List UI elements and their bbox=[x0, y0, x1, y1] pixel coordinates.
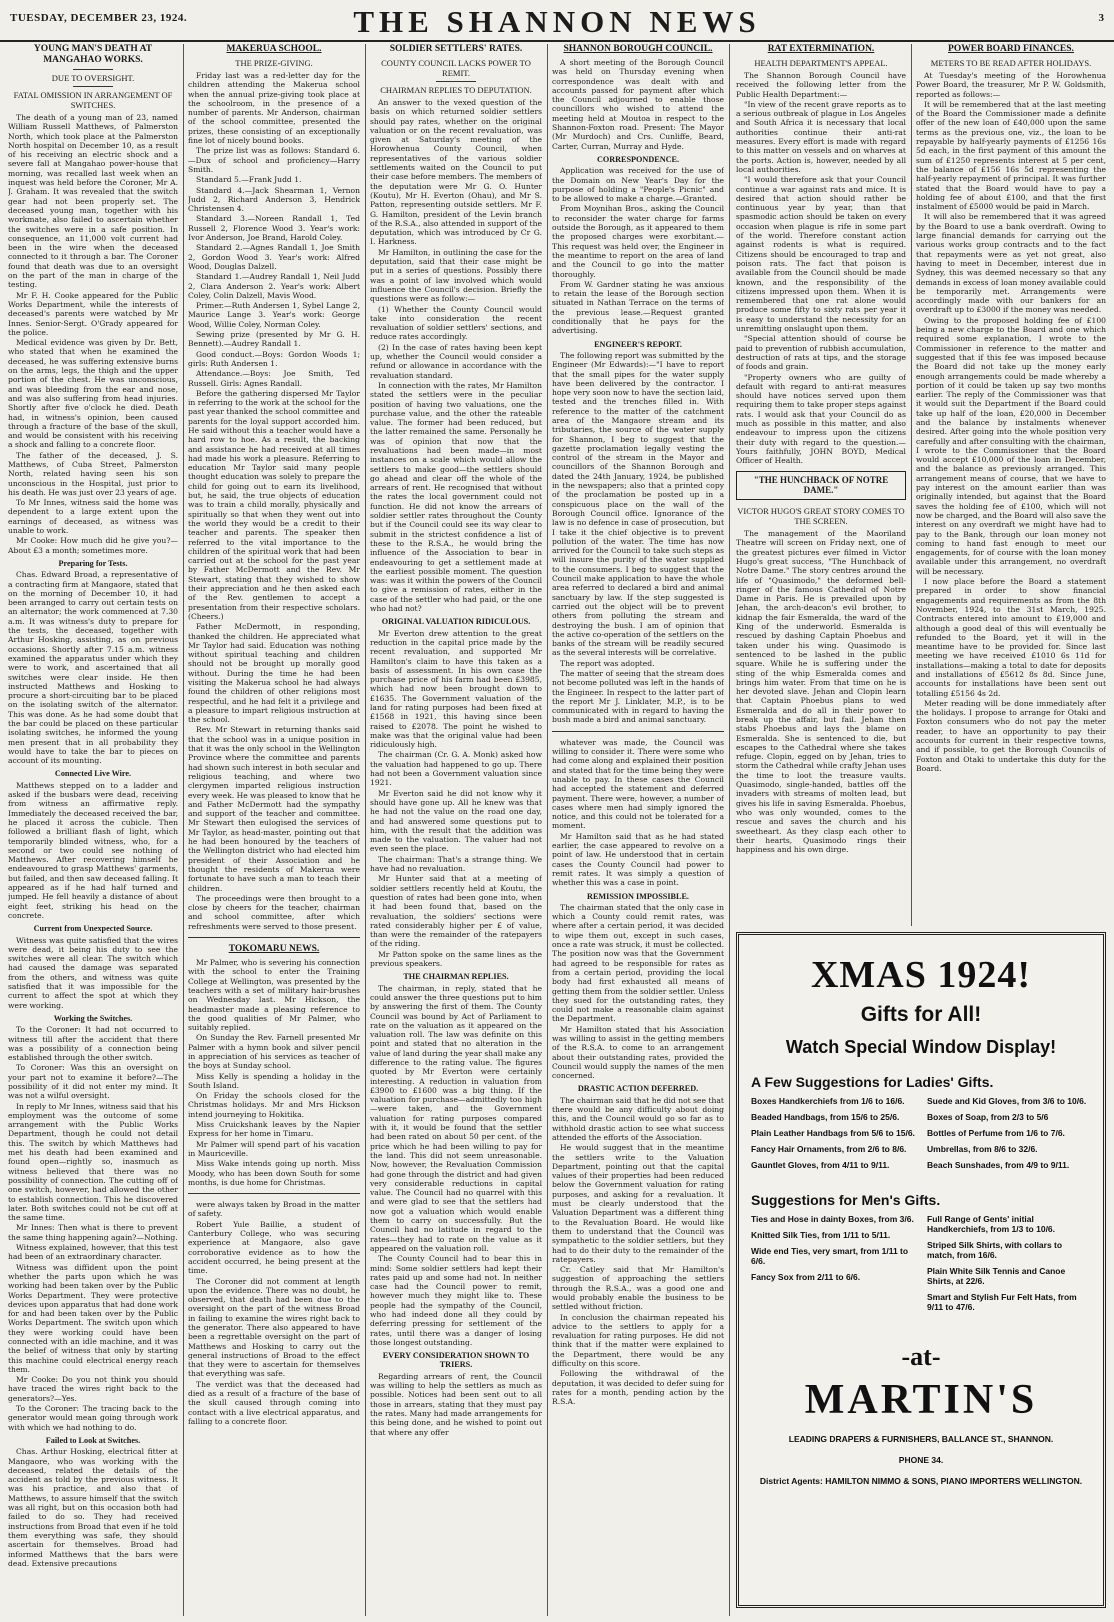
paragraph: The chairman, in reply, stated that he could answer the three questions put to him by answering the first of them. The County Council was bound by Act of Parliament to rate on the valuation as it appeared on the valuation roll. The law was definite on this point and stated that no alteration in the value of land during the year shall make any difference to the rating value. The figures quoted by Mr Everton were certainly interesting. A reduction in valuation from £3900 to £1600 was a big thing. If the valuation for purchase—admittedly too high—were taken, and the Government valuation for rating purposes compared with it, it would be found that the settler had been rated on about 50 per cent. of the price which he had been willing to pay for the land. This did not seem unreasonable. Now, however, the Revaluation Commission had gone through the district and had given very considerable reductions in capital value. The Council had no quarrel with this and were glad to see that the settlers had now got a valuation which would enable them to carry on successfully. But the Council had no latitude in regard to the rates—they had to rate on the value as it appeared on the valuation roll. bbox=[370, 983, 542, 1253]
paragraph: The Shannon Borough Council have received the following letter from the Public Health Department:— bbox=[736, 71, 906, 99]
paragraph: The proceedings were then brought to a close by cheers for the teacher, chairman and school committee, after which refreshments were served to those present. bbox=[188, 893, 360, 931]
column-2 bbox=[188, 44, 360, 1616]
paragraph: Mr Hamilton said that as he had stated earlier, the case appeared to revolve on a point of law. He understood that in certain cases the County Council had power to remit rates. It was simply a question of whether this was a case in point. bbox=[552, 831, 724, 888]
ad-item: Fancy Sox from 2/11 to 6/6. bbox=[751, 1272, 861, 1282]
ad-item: Plain White Silk Tennis and Canoe Shirts, at 22/6. bbox=[927, 1266, 1066, 1286]
paragraph: "Special attention should of course be paid to prevention of rubbish accumulation, destruction of rats at tips, and the storage of foods and grain. bbox=[736, 334, 906, 372]
column-rule bbox=[911, 44, 912, 926]
deck-chairman-replies: CHAIRMAN REPLIES TO DEPUTATION. bbox=[380, 85, 532, 95]
paragraph: Attendance.—Boys: Joe Smith, Ted Russell. Girls: Agnes Randall. bbox=[188, 369, 360, 388]
hunchback-headline-box: "THE HUNCHBACK OF NOTRE DAME." bbox=[736, 471, 906, 500]
column-rule bbox=[365, 44, 366, 1616]
paragraph: To Coroner: Was this an oversight on your part not to examine it before?—The possibility of it did not enter my mind. It was not a wilful oversight. bbox=[8, 1063, 178, 1101]
newspaper-title: THE SHANNON NEWS bbox=[353, 4, 761, 39]
paragraph: It will also be remembered that it was agreed by the Board to use a bank overdraft. Owing to large financial demands for carrying out the various works group contracts and to the fact that repayments were as yet not great, also having to meet in December, interest due in Sydney, this was deemed necessary so that any demands in excess of loan money available could be temporarily met. Arrangements were accordingly made with our bankers for an overdraft up to £3000 if the money was needed. bbox=[916, 212, 1106, 315]
paragraph: To the Coroner: It had not occurred to witness till after the accident that there was a possibility of a connection being established through the other switch. bbox=[8, 1025, 178, 1063]
paragraph: Mr Everton said he did not know why it should have gone up. All he knew was that he had not the value on the road one day, and had answered some questions put to him, with the result that the addition was made to the valuation. The valuer had not even seen the place. bbox=[370, 788, 542, 854]
paragraph: Sewing prize (presented by Mr G. H. Bennett).—Audrey Randall 1. bbox=[188, 330, 360, 349]
ad-item: Boxes of Soap, from 2/3 to 5/6 bbox=[927, 1112, 1049, 1122]
subhead-correspondence: CORRESPONDENCE. bbox=[596, 154, 680, 164]
ad-footer-line: LEADING DRAPERS & FURNISHERS, BALLANCE ST., SHANNON. bbox=[788, 1434, 1054, 1444]
martins-xmas-advertisement bbox=[736, 932, 1106, 1608]
divider bbox=[188, 937, 360, 938]
paragraph: Mr Everton drew attention to the great reduction in the capital price made by the recent revaluation, and supported Mr Hamilton's claim to have this taken as a basis of assessment. In his own case the purchase price of his farm had been £3985, which had now been brought down to £1635. The Government valuation of the land for rating purposes had been fixed at £1568 in 1921, this having since been raised to £2078. The point he wished to make was that the original value had been ridiculously high. bbox=[370, 628, 542, 750]
paragraph: Mr Hamilton stated that his Association was willing to assist in the getting members of the R.S.A. to come to an arrangement about their outstanding rates, provided the Council would supply the names of the men concerned. bbox=[552, 1024, 724, 1081]
column-5 bbox=[736, 44, 906, 926]
paragraph: Mr Palmer will spend part of his vacation in Mauriceville. bbox=[188, 1139, 360, 1158]
paragraph: were always taken by Broad in the matter of safety. bbox=[188, 1200, 360, 1219]
ad-item: Fancy Hair Ornaments, from 2/6 to 8/6. bbox=[751, 1144, 907, 1154]
ad-ladies-left bbox=[751, 1096, 915, 1176]
subhead-connected-live-wire: Connected Live Wire. bbox=[54, 769, 132, 779]
paragraph: Medical evidence was given by Dr. Bett, who stated that when he examined the deceased, he was suffering extensive burns on the arms, legs, the thigh and the upper portion of the chest. He was unconscious, and was bleeding from the ear and nose, and was also suffering from head injuries. Shortly after five o'clock he died. Death had, in witness's opinion, been caused through a fracture of the base of the skull, and would be consistent with his receiving a shock and falling to a concrete floor. bbox=[8, 338, 178, 450]
page-number: 3 bbox=[1098, 12, 1104, 24]
ad-item: Suede and Kid Gloves, from 3/6 to 10/6. bbox=[927, 1096, 1087, 1106]
paragraph: whatever was made, the Council was willing to consider it. There were some who had come along and explained their position and stated that for the time being they were unable to pay. In these cases the Council had accepted the statement and deferred payment. There were, however, a number of cases where men had simply ignored the notice, and this could not be tolerated for a moment. bbox=[552, 737, 724, 831]
paragraph: Miss Cruickshank leaves by the Napier Express for her home in Timaru. bbox=[188, 1120, 360, 1139]
headline-young-mans-death: YOUNG MAN'S DEATH AT MANGAHAO WORKS. bbox=[33, 44, 153, 65]
ad-item: Boxes Handkerchiefs from 1/6 to 16/6. bbox=[751, 1096, 905, 1106]
paragraph: (1) Whether the County Council would take into consideration the recent revaluation of soldier settlers' sections, and reduce rates accordingly. bbox=[370, 304, 542, 342]
paragraph: Mr Cooke: Do you not think you should have traced the wires right back to the generators?—Yes. bbox=[8, 1375, 178, 1403]
headline-shannon-borough-council: SHANNON BOROUGH COUNCIL. bbox=[563, 44, 713, 54]
paragraph: Miss Kelly is spending a holiday in the South Island. bbox=[188, 1071, 360, 1090]
ad-title: XMAS 1924! bbox=[810, 954, 1032, 996]
ad-mens-left bbox=[751, 1214, 915, 1318]
paragraph: The report was adopted. bbox=[560, 658, 655, 668]
ad-item: Smart and Stylish Fur Felt Hats, from 9/11 to 47/6. bbox=[927, 1292, 1077, 1312]
column-rule bbox=[183, 44, 184, 1616]
ad-ladies-right bbox=[927, 1096, 1091, 1176]
ad-at: -at- bbox=[901, 1342, 941, 1371]
headline-makerua-school: MAKERUA SCHOOL. bbox=[226, 44, 322, 54]
headline-power-board-finances: POWER BOARD FINANCES. bbox=[948, 44, 1074, 54]
masthead bbox=[0, 0, 1114, 42]
paragraph: Witness explained, however, that this test had been of an extraordinary character. bbox=[8, 1243, 178, 1262]
paragraph: Miss Wake intends going up north. Miss Moody, who has been down South for some months, is due home for Christmas. bbox=[188, 1159, 360, 1187]
paragraph: The prize list was as follows: Standard 6.—Dux of school and proficiency—Harry Smith. bbox=[188, 146, 360, 174]
paragraph: Matthews stepped on to a ladder and asked if the busbars were dead, receiving from witness an affirmative reply. Immediately the deceased received the bar, he placed it across the cubicle. Then followed a brilliant flash of light, which temporarily blinded witness, who, for a second or two could see nothing of Matthews. After recovering himself he endeavoured to grasp Matthews' garments, but failed, and then saw deceased falling. It appeared as if he had half turned and jumped. He fell heavily a distance of about eight feet, striking his head on the concrete. bbox=[8, 780, 178, 920]
paragraph: Standard 1.—Audrey Randall 1, Neil Judd 2, Clara Anderson 2. Year's work: Albert Coley, Colin Dalzell, Mavis Wood. bbox=[188, 272, 360, 300]
ad-ladies-grid bbox=[739, 1096, 1103, 1176]
deck-due-to-oversight: DUE TO OVERSIGHT. bbox=[51, 73, 135, 83]
column-3 bbox=[370, 44, 542, 1616]
paragraph: The chairman: That's a strange thing. We have had no revaluation. bbox=[370, 854, 542, 874]
paragraph: Following the withdrawal of the deputation, it was decided to defer suing for rates for a month, pending action by the R.S.A. bbox=[552, 1369, 724, 1407]
column-4 bbox=[552, 44, 724, 1616]
ad-item: Bottles of Perfume from 1/6 to 7/6. bbox=[927, 1128, 1065, 1138]
paragraph: Primer.—Ruth Andersen 1, Sybel Lange 2, Maurice Lange 3. Year's work: George Wood, Willie Coley, Norman Coley. bbox=[188, 301, 360, 329]
divider bbox=[73, 69, 113, 70]
paragraph: Standard 3.—Noreen Randall 1, Ted Russell 2, Florence Wood 3. Year's work: Ivor Anderson, Joe Brand, Harold Coley. bbox=[188, 214, 360, 243]
ad-item: Striped Silk Shirts, with collars to match, from 16/6. bbox=[927, 1240, 1063, 1260]
deck-lacks-power: COUNTY COUNCIL LACKS POWER TO REMIT. bbox=[381, 58, 531, 78]
headline-soldier-settlers-rates: SOLDIER SETTLERS' RATES. bbox=[389, 44, 523, 54]
paragraph: In conclusion the chairman repeated his advice to the settlers to apply for a revaluation for rating purposes. He did not think that if the matter were explained to the Department, there would be any difficulty on this score. bbox=[552, 1312, 724, 1369]
column-1 bbox=[8, 44, 178, 1616]
ad-ladies-heading: A Few Suggestions for Ladies' Gifts. bbox=[751, 1074, 994, 1090]
paragraph: A short meeting of the Borough Council was held on Thursday evening when correspondence was dealt with and accounts passed for payment after which the Council adjourned to enable those councillors who wished to attend the meeting held at Moutoa in respect to the Shannon-Foxton road. Present: The Mayor (Mr Murdoch) and Crs. Cunliffe, Beard, Carter, Curran, Murray and Hyde. bbox=[552, 58, 724, 151]
ad-item: Wide end Ties, very smart, from 1/11 to 6/6. bbox=[751, 1246, 909, 1266]
ad-item: Ties and Hose in dainty Boxes, from 3/6. bbox=[751, 1214, 914, 1224]
paragraph: The chairman (Cr. G. A. Monk) asked how the valuation had happened to go up. There had not been a Government valuation since 1921. bbox=[370, 750, 542, 788]
paragraph: The County Council had to bear this in mind: Some soldier settlers had kept their rates paid up and some had not. In neither case had the Council power to remit, however much they might like to. These people had the sympathy of the Council, who had indeed done all they could by deferring pressing for settlement of the rates, until there was a danger of losing those longest outstanding. bbox=[370, 1254, 542, 1347]
paragraph: Mr Patton spoke on the same lines as the previous speakers. bbox=[370, 949, 542, 969]
ad-item: Knitted Silk Ties, from 1/11 to 5/11. bbox=[751, 1230, 891, 1240]
paragraph: The management of the Maoriland Theatre will screen on Friday next, one of the greatest pictures ever filmed in Victor Hugo's great success, "The Hunchback of Notre Dame." The story centres around the life of "Quasimodo," the deformed bell-ringer of the famous Cathedral of Notre Dame in Paris. He is prevailed upon by Jehan, the arch-deacon's evil brother, to kidnap the fair Esmeralda, the ward of the King of the underworld. Esmeralda is rescued by dashing Captain Phoebus and taken under his wing. Quasimodo is sentenced to be lashed in the public square. While he is suffering under the sting of the whip Esmeralda comes and brings him water. From that time on he is her devoted slave. Jehan and Clopin learn that Captain Phoebus plans to wed Esmeralda and do all in their power to break up the affair, but fail. Jehan then stabs Phoebus and lays the blame on Esmeralda. She is sentenced to die, but escapes to the Cathedral where she takes refuge. Clopin, egged on by Jehan, tries to storm the Cathedral while crafty Jehan uses the time to loot the treasure vaults. Quasimodo, single-handed, battles off the invaders with streams of molten lead, but gives his life in saving Esmeralda. Phoebus, who was only wounded, comes to the rescue and saves the church and his sweetheart. As they clasp each other to their hearts, Quasimodo rings their happiness and his own dirge. bbox=[736, 529, 906, 855]
subhead-preparing-for-tests: Preparing for Tests. bbox=[58, 558, 128, 568]
ad-mens-grid bbox=[739, 1214, 1103, 1318]
deck-meters-read: METERS TO BE READ AFTER HOLIDAYS. bbox=[930, 58, 1092, 68]
paragraph: Good conduct.—Boys: Gordon Woods 1; girls: Ruth Andersen 1. bbox=[188, 349, 360, 368]
ad-item: Beaded Handbags, from 15/6 to 25/6. bbox=[751, 1112, 900, 1122]
paragraph: "In view of the recent grave reports as to a serious outbreak of plague in Los Angeles and South Africa it is necessary that local authorities continue their anti-rat measures. Every effort is made with regard to this matter on vessels and on wharves at the ports. Action is, however, needed by all local authorities. bbox=[736, 99, 906, 174]
subhead-original-valuation: ORIGINAL VALUATION RIDICULOUS. bbox=[381, 617, 531, 627]
paragraph: The father of the deceased, J. S. Matthews, of Cuba Street, Palmerston North, related having seen his son unconscious in the Hospital, just prior to his death. He was just over 23 years of age. bbox=[8, 450, 178, 497]
paragraph: Application was received for the use of the Domain on New Year's Day for the purpose of holding a "People's Picnic" and to be allowed to make a charge.—Granted. bbox=[552, 166, 724, 204]
paragraph: Standard 5.—Frank Judd 1. bbox=[196, 175, 302, 185]
ad-footer-phone: PHONE 34. bbox=[898, 1455, 944, 1465]
deck-victor-hugo: VICTOR HUGO'S GREAT STORY COMES TO THE SCREEN. bbox=[737, 506, 905, 527]
headline-tokomaru-news: TOKOMARU NEWS. bbox=[228, 944, 320, 955]
paragraph: He would suggest that in the meantime the settlers write to the Valuation Department, pointing out that the capital values of their properties had been reduced below the Government valuation for rating purposes, and asking for a revaluation. It must be clearly understood that the Valuation Department was a different thing to the Revaluation Board. He would like them to understand that the Council was sympathetic to the soldier settlers, but they had to do their duty to the remainder of the ratepayers. bbox=[552, 1143, 724, 1264]
subhead-chairman-replies: THE CHAIRMAN REPLIES. bbox=[403, 972, 509, 982]
paragraph: Mr Hunter said that at a meeting of soldier settlers recently held at Koutu, the question of rates had been gone into, when it had been found that, based on the revaluation, the soldiers' sections were rated considerably higher per £ of value, than were the remainder of the ratepayers of the riding. bbox=[370, 874, 542, 949]
ad-mens-right bbox=[927, 1214, 1091, 1318]
paragraph: (2) In the case of rates having been kept up, whether the Council would consider a refund or allowance in accordance with the revaluation standard. bbox=[370, 342, 542, 380]
subhead-remission-impossible: REMISSION IMPOSSIBLE. bbox=[587, 891, 689, 901]
ad-item: Umbrellas, from 8/6 to 32/6. bbox=[927, 1144, 1038, 1154]
paragraph: The Coroner did not comment at length upon the evidence. There was no doubt, he observed, that death had been due to the oversight on the part of the witness Broad in failing to examine the wires right back to the generator. There also appeared to have been a regrettable oversight on the part of Matthews and Hosking to carry out the general instructions of Broad to the effect that they were to ascertain for themselves that everything was safe. bbox=[188, 1276, 360, 1379]
ad-mens-heading: Suggestions for Men's Gifts. bbox=[751, 1192, 941, 1208]
paragraph: Mr Cooke: How much did he give you?—About £3 a month; sometimes more. bbox=[8, 536, 178, 555]
paragraph: "I would therefore ask that your Council continue a war against rats and mice. It is desired that action should rather be continuous year by year, than that spasmodic action should be taken on every occasion when plague is rife in some part of the world. Therefore constant action against rodents is what is required. Citizens should be encouraged to trap and poison rats. The fact that poison is available from the Council should be made known, and the responsibility of the citizens impressed upon them. When it is remembered that one rat alone would produce some fifty to sixty rats per year it is easy to understand the necessity for an unremitting onslaught upon them. bbox=[736, 175, 906, 334]
divider bbox=[552, 731, 724, 732]
paragraph: Robert Yule Baillie, a student of Canterbury College, who was securing experience at Mangaore, also gave corroborative evidence as to how the accident occurred, he being present at the time. bbox=[188, 1219, 360, 1276]
deck-prize-giving: THE PRIZE-GIVING. bbox=[235, 58, 313, 68]
divider bbox=[188, 1193, 360, 1194]
subhead-engineers-report: ENGINEER'S REPORT. bbox=[594, 339, 682, 349]
paragraph: Mr Innes: Then what is there to prevent the same thing happening again?—Nothing. bbox=[8, 1223, 178, 1242]
paragraph: Mr Palmer, who is severing his connection with the school to enter the Training College at Wellington, was presented by the teachers with a set of military hair-brushes on Wednesday last. Mr Hickson, the headmaster made a pleasing reference to the good qualities of Mr Palmer, who suitably replied. bbox=[188, 958, 360, 1033]
paragraph: Chas. Edward Broad, a representative of a contracting firm at Mangaore, stated that on the morning of December 10, it had been arranged to carry out certain tests on an alternator; the work commenced at 7.30 a.m. It was witness's duty to prepare for the tests, the deceased, together with Arthur Hosking, assisting, as on previous occasions. Shortly after 7.15 a.m. witness examined the apparatus under which they were to work, and ascertained that all switches were clear inside. He then instructed Matthews and Hosking to procure a short-circuiting bar to be placed on the isolating switch of the alternator. This was done. As he had some doubt that the bar could be placed on these particular isolating switches, he informed the young men present that in all probability they would have to take the bar to pieces on account of its mounting. bbox=[8, 570, 178, 766]
deck-health-department: HEALTH DEPARTMENT'S APPEAL. bbox=[754, 58, 888, 68]
paragraph: From Moynihan Bros., asking the Council to reconsider the water charge for farms outside the Borough, as it appeared to them the proposed charges were exorbitant.—This request was held over, the Engineer in the meantime to report on the area of land and the Council to go into the matter thoroughly. bbox=[552, 204, 724, 279]
column-6 bbox=[916, 44, 1106, 926]
deck-fatal-omission: FATAL OMISSION IN ARRANGEMENT OF SWITCHES. bbox=[13, 90, 173, 110]
paragraph: It will be remembered that at the last meeting of the Board the Commissioner made a definite offer of the new loan of £40,000 upon the same terms as the previous one, viz., the loan to be repayable by half-yearly payments of £1256 16s 5d each, in the first payment of this amount the sum of £1250 represents interest at 5 per cent, the balance of £156 16s 5d representing the half-yearly repayment of principal. It was further stated that the Board would have to pay a holding fee of about £100, and that the first instalment of £5000 would be paid in March. bbox=[916, 99, 1106, 212]
ad-item: Beach Sunshades, from 4/9 to 9/11. bbox=[927, 1160, 1070, 1170]
paragraph: The chairman stated that the only case in which a County could remit rates, was where after a certain period, it was decided to wipe them out, except in such cases, once a rate was struck, it must be collected. The position now was that the Government had agreed to be responsible for rates as from a certain period, providing the local body had first exhausted all means of getting them from the soldier settler. Unless they sued for the outstanding rates, they could not make a reasonable claim against the Department. bbox=[552, 902, 724, 1024]
ad-store-name: MARTIN'S bbox=[804, 1377, 1038, 1423]
subhead-every-consideration: EVERY CONSIDERATION SHOWN TO TRIERS. bbox=[382, 1351, 530, 1370]
paragraph: To the Coroner: The tracing back to the generator would mean going through work with which we had nothing to do. bbox=[8, 1404, 178, 1432]
paragraph: Witness was diffident upon the point whether the parts upon which he was working had been taken over by the Public Works Department. They were protective devices upon apparatus that had done work for and had been taken over by the Public Works Department. The switch upon which they were working could have been connected with an idle machine, and it was the belief of witness that only by starting this machine could electrical energy reach them. bbox=[8, 1262, 178, 1374]
ad-footer-agents: District Agents: HAMILTON NIMMO & SONS, PIANO IMPORTERS WELLINGTON. bbox=[759, 1476, 1083, 1486]
ad-window-display: Watch Special Window Display! bbox=[785, 1037, 1057, 1057]
paragraph: The chairman said that he did not see that there would be any difficulty about doing this, and the Council would go so far as to withhold drastic action to see what success attended the efforts of the Association. bbox=[552, 1095, 724, 1142]
paragraph: Father McDermott, in responding, thanked the children. He appreciated what Mr Taylor had said. Education was nothing without spiritual teaching and children should not be brought up morally good without. During the time he had been visiting the Makerua school he had always found the children of other religions most respectful, and he had felt it a privilege and a pleasure to impart religious instruction at the school. bbox=[188, 622, 360, 725]
paragraph: Owing to the proposed holding fee of £100 being a new charge to the Board and one which required some explanation, I wrote to the Commissioner in reference to the matter and suggested that if this fee was imposed because the Board did not take up the money early enough arrangements could be made whereby a portion of it could be taken up say two months earlier. The reply of the Commissioner was that it would suit the Department if the Board could take up half of the loan, £20,000 in December and the balance by instalments whenever desired. After going into the whole position very carefully and after consulting with the chairman, I wrote to the Commissioner that the Board would accept £10,000 of the loan in December, and the balance as previously arranged. This arrangement means of course, that we have to pay interest on the amount earlier than was originally intended, but against that the Board saves the holding fee of £100, which will not now be charged, and the Board will also save the interest on any overdraft we might have had to pay to the Bank, through our loan money not coming to hand fast enough to meet our engagements, for of course with the loan money available under this arrangement, no overdraft will be necessary. bbox=[916, 315, 1106, 576]
paragraph: On Sunday the Rev. Farnell presented Mr Palmer with a hymn book and silver pencil in appreciation of his services as teacher of the boys at Sunday school. bbox=[188, 1033, 360, 1071]
paragraph: Mr F. H. Cooke appeared for the Public Works Department, while the interests of deceased's parents were watched by Mr Innes. Senior-Sergt. O'Grady appeared for the police. bbox=[8, 290, 178, 337]
headline-rat-extermination: RAT EXTERMINATION. bbox=[767, 44, 875, 54]
paragraph: An answer to the vexed question of the basis on which returned soldier settlers should pay rates, whether on the original valuation or on the recent revaluation, was given at Saturday's meeting of the Horowhenua County Council, when representatives of the various soldier settlements waited on the Council to put their case before members. The members of the deputation were Mr G. O. Hunter (Koutu), Mr H. Everton (Ohau), and Mr S. Patton, representing outside settlers. Mr F. G. Hamilton, president of the Levin branch of the R.S.A., also attended in support of the deputation, which was introduced by Cr G. I. Harkness. bbox=[370, 98, 542, 247]
paragraph: Before the gathering dispersed Mr Taylor in referring to the work at the school for the past year thanked the school committee and parents for the loyal support accorded him. He said without this a teacher would have a hard row to hoe. As a result, the backing and assistance he had received at all times had made his work a pleasure. Referring to education Mr Taylor said many people thought education was solely to prepare the child for going out to earn its livelihood, but, he said, the true objects of education was to train a child morally, physically and spiritually so that when they went out into the world they would be a credit to their teacher and parents. The speaker then referred to the vital importance to the children of the spiritual work that had been carried out at the school for the past year by Father McDermott and the Rev. Mr Stewart, stating that they wished to show their appreciation and he then asked each of the Rev. gentlemen to accept a presentation from their respective scholars. (Cheers.) bbox=[188, 388, 360, 621]
ad-gifts-for-all: Gifts for All! bbox=[860, 1003, 982, 1026]
divider bbox=[73, 86, 113, 87]
paragraph: Regarding arrears of rent, the Council was willing to help the settlers as much as possible. Notices had been sent out to all those in arrears, stating that they must pay the rates. Many had made arrangements for this being done, and he wished to point out that where any offer bbox=[370, 1371, 542, 1437]
paragraph: At Tuesday's meeting of the Horowhenua Power Board, the treasurer, Mr P. W. Goldsmith, reported as follows:— bbox=[916, 71, 1106, 99]
issue-date: TUESDAY, DECEMBER 23, 1924. bbox=[10, 12, 188, 24]
paragraph: In reply to Mr Innes, witness said that his employment was the outcome of some arrangement with the Public Works Department, though he could not detail this. The switch by which Matthews had met his death had been examined and found open—rightly so, inasmuch as witness believed that there was no possibility of connection. The cutting off of one switch, however, had allowed the other to establish connection. This he discovered later. Both switches could not be cut off at the same time. bbox=[8, 1101, 178, 1223]
paragraph: The death of a young man of 23, named William Russell Matthews, of Palmerston North, which took place at the Palmerston North hospital on December 10, as a result of his receiving an electric shock and a severe fall at Mangahao power-house that morning, was recalled last week when an inquest was held before the Coroner, Mr A. J. Graham. It was revealed that the switch gear had not been properly set. The deceased young man, together with his workmate, also failed to ascertain whether the switches were in a safe position. In consequence, an 11,000 volt current had been in the wire when the deceased connected to it through a bar. The Coroner found that death was due to an oversight on the part of the man in charge of the testing. bbox=[8, 113, 178, 290]
paragraph: Standard 4.—Jack Shearman 1, Vernon Judd 2, Richard Anderson 3, Hendrick Christensen 4. bbox=[188, 185, 360, 214]
paragraph: The following report was submitted by the Engineer (Mr Edwards):—"I have to report that the small pipes for the water supply have been delivered by the contractor. I hope very soon now to have the section laid, tested and the trenches filled in. With reference to the matter of the catchment area of the Mangaore stream and its tributaries, the source of the water supply for Shannon, I beg to suggest that the gazette proclamation legally vesting the control of the stream in the Mayor and councillors of the Shannon Borough and dated the 24th January, 1924, be published in the newspapers; also that a printed copy of the proclamation be posted up in a conspicuous place on the wall of the Borough Council office. Ignorance of the law is no defence in case of prosecution, but I take it the chief objective is to prevent pollution of the water. The time has now arrived for the Council to take such steps as will insure the purity of the water supplied to the consumers. I beg to suggest that the Council make application to have the whole area referred to declared a bird and animal sanctuary by law. If the step suggested is carried out the object will be to prevent others from polluting the stream and destroying the bush. I am of opinion that the active co-operation of the settlers on the banks of the stream will be readily secured as the several interests will be correlative. bbox=[552, 350, 724, 658]
column-rule bbox=[729, 44, 730, 1616]
ad-item: Plain Leather Handbags from 5/6 to 15/6. bbox=[751, 1128, 915, 1138]
paragraph: On Friday the schools closed for the Christmas holidays. Mr and Mrs Hickson intend journeying to Hokitika. bbox=[188, 1091, 360, 1119]
subhead-working-switches: Working the Switches. bbox=[53, 1013, 133, 1023]
ad-item: Gauntlet Gloves, from 4/11 to 9/11. bbox=[751, 1160, 890, 1170]
paragraph: Standard 2.—Agnes Randall 1, Joe Smith 2, Gordon Wood 3. Year's work: Alfred Wood, Douglas Dalzell. bbox=[188, 243, 360, 271]
paragraph: Rev. Mr Stewart in returning thanks said that the school was in a unique position in that it was the only school in the Wellington Province where the committee and parents had shown such interest in both secular and religious teaching, and where two clergymen imparted religious instruction every week. He was pleased to know that he and Father McDermott had the sympathy and support of the teacher and committee. Mr Stewart then eulogised the services of Mr Taylor, as head-master, pointing out that he had been honoured by the teachers of the Wellington district who had elected him president of their Association and he thought the residents of Makerua were fortunate to have such a man to teach their children. bbox=[188, 725, 360, 893]
paragraph: "Property owners who are guilty of default with regard to anti-rat measures should have notices served upon them requiring them to take proper steps against rats. I would ask that your Council do as much as possible in this matter, and also endeavour to impress upon the citizens their duty with regard to the question.—Yours faithfully, JOHN BOYD, Medical Officer of Health. bbox=[736, 372, 906, 466]
paragraph: From W. Gardner stating he was anxious to retain the lease of the Borough section situated in Nathan Terrace on the terms of the previous lease.—Request granted conditionally that he pays for the advertising. bbox=[552, 279, 724, 336]
paragraph: I now place before the Board a statement prepared in order to show financial engagements and requirements as from the 8th November, 1924, to the 31st March, 1925. Contracts entered into amount to £19,000 and although a good deal of this will eventually be refunded to the Board, yet it will in the meantime have to be provided for. Since last meeting we have received £1010 6s 11d for installations—making a total to date for deposits and installations of £5612 8s 8d. Since June, accounts for installations have been sent out totalling £5156 4s 2d. bbox=[916, 577, 1106, 698]
paragraph: Friday last was a red-letter day for the children attending the Makerua school when the annual prize-giving took place at the schoolroom, in the presence of a number of parents. Mr Anderson, chairman of the school committee, presented the prizes, these consisting of an exceptionally fine lot of nicely bound books. bbox=[188, 71, 360, 146]
paragraph: Cr. Catley said that Mr Hamilton's suggestion of approaching the settlers through the R.S.A., was a good one and would probably enable the business to be settled without friction. bbox=[552, 1265, 724, 1312]
paragraph: Meter reading will be done immediately after the holidays. I propose to arrange for Otaki and Foxton consumers who do not pay the meter reader, to have an opportunity to pay their accounts for current in their respective towns, and if possible, to get the Borough Councils of Foxton and Otaki to undertake this duty for the Board. bbox=[916, 698, 1106, 773]
subhead-failed-to-look: Failed to Look at Switches. bbox=[45, 1435, 141, 1445]
paragraph: Mr Hamilton, in outlining the case for the deputation, said that their case might be put in a series of questions. Possibly there was a point of law involved which would influence the Council's decision. Briefly the questions were as follow:— bbox=[370, 247, 542, 304]
paragraph: The verdict was that the deceased had died as a result of a fracture of the base of the skull caused through coming into contact with a live electrical apparatus, and falling to a concrete floor. bbox=[188, 1379, 360, 1426]
subhead-current-unexpected-source: Current from Unexpected Source. bbox=[33, 924, 153, 934]
paragraph: In connection with the rates, Mr Hamilton stated the settlers were in the peculiar position of having two valuations, one the purchase value, and the other the rateable value. The former had been reduced, but the latter remained the same. Personally he was of opinion that now that the revaluations had been made—in most instances on a scale which would allow the settlers to make good—the settlers should go ahead and clear off the whole of the arrears of rent. He recognised that without the rates the local government could not function. He did not know the arrears of soldier settler rates throughout the County but if the Council could see its way clear to submit in the strictest confidence a list of these to the R.S.A., he would bring the influence of the Association to bear in endeavouring to get a settlement made at the earliest possible moment. The question was: was it within the powers of the Council to give a remission of rates, either in the case of the settler who had paid, or the one who had not? bbox=[370, 380, 542, 614]
ad-item: Full Range of Gents' initial Handkerchiefs, from 1/3 to 10/6. bbox=[927, 1214, 1056, 1234]
divider bbox=[436, 81, 476, 82]
paragraph: The matter of seeing that the stream does not become polluted was left in the hands of the Engineer. In respect to the latter part of the report Mr J. Linklater, M.P., is to be communicated with in regard to having the bush made a bird and animal sanctuary. bbox=[552, 669, 724, 725]
paragraph: Chas. Arthur Hosking, electrical fitter at Mangaore, who was working with the deceased, related the details of the accident as told by the previous witness. It was his practice, and also that of Matthews, to assure himself that the switch was all right, but on this occasion both had failed to do so. They had received instructions from Broad that even if he told them everything was safe, they should ascertain for themselves. Broad had informed Matthews that the bars were dead. Extensive precautions bbox=[8, 1447, 178, 1568]
column-rule bbox=[547, 44, 548, 1616]
paragraph: Witness was quite satisfied that the wires were dead, it being his duty to see the switches were all clear. The switch which had caused the damage was separated from the others, and witness was quite satisfied that it was impossible for the current to affect the spot at which they were working. bbox=[8, 935, 178, 1010]
subhead-drastic-action: DRASTIC ACTION DEFERRED. bbox=[577, 1084, 699, 1094]
paragraph: To Mr Innes, witness said the home was dependent to a large extent upon the earnings of deceased, as witness was unable to work. bbox=[8, 498, 178, 536]
